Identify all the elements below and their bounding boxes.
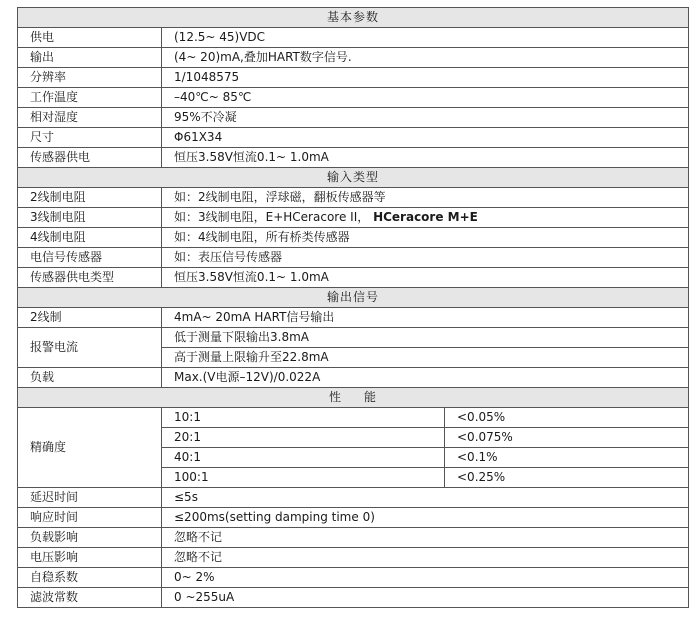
- table-row: [18, 588, 689, 608]
- table-row: [18, 88, 689, 108]
- row-label: 输出: [18, 48, 162, 68]
- row-label: 响应时间: [18, 508, 162, 528]
- row-value: 如：4线制电阻，所有桥类传感器: [162, 228, 689, 248]
- row-label: 4线制电阻: [18, 228, 162, 248]
- row-label: 负载影响: [18, 528, 162, 548]
- accuracy-value: <0.1%: [445, 448, 689, 468]
- row-value: ≤200ms(setting damping time 0): [162, 508, 689, 528]
- row-value-text: 如：3线制电阻，E+HCeracore II，: [174, 210, 370, 224]
- table-row: [18, 128, 689, 148]
- table-row: [18, 268, 689, 288]
- row-label: 供电: [18, 28, 162, 48]
- accuracy-ratio: 10:1: [162, 408, 445, 428]
- row-label: 尺寸: [18, 128, 162, 148]
- accuracy-ratio: 20:1: [162, 428, 445, 448]
- section-title-part: 能: [364, 390, 378, 404]
- table-row: [18, 248, 689, 268]
- table-row: [18, 568, 689, 588]
- row-label: 延迟时间: [18, 488, 162, 508]
- table-row: [18, 368, 689, 388]
- accuracy-value: <0.05%: [445, 408, 689, 428]
- table-row: [18, 28, 689, 48]
- accuracy-ratio: 100:1: [162, 468, 445, 488]
- table-row: [18, 328, 689, 348]
- section-header-input: [18, 168, 689, 188]
- row-label: 2线制电阻: [18, 188, 162, 208]
- section-title: 输出信号: [18, 288, 689, 308]
- row-value: Φ61X34: [162, 128, 689, 148]
- table-row: [18, 148, 689, 168]
- row-label: 报警电流: [18, 328, 162, 368]
- accuracy-value: <0.075%: [445, 428, 689, 448]
- row-label: 负载: [18, 368, 162, 388]
- row-value: 低于测量下限输出3.8mA: [162, 328, 689, 348]
- table-row: [18, 188, 689, 208]
- table-row: [18, 488, 689, 508]
- row-label: 滤波常数: [18, 588, 162, 608]
- row-value: (12.5~ 45)VDC: [162, 28, 689, 48]
- row-value: 0~ 2%: [162, 568, 689, 588]
- table-row: [18, 508, 689, 528]
- row-value: 高于测量上限输升至22.8mA: [162, 348, 689, 368]
- row-value: 4mA~ 20mA HART信号输出: [162, 308, 689, 328]
- row-label: 3线制电阻: [18, 208, 162, 228]
- table-row: [18, 228, 689, 248]
- row-value: –40℃~ 85℃: [162, 88, 689, 108]
- row-value: 95%不冷凝: [162, 108, 689, 128]
- table-row: [18, 208, 689, 228]
- row-label: 电信号传感器: [18, 248, 162, 268]
- row-label: 2线制: [18, 308, 162, 328]
- row-value: 恒压3.58V恒流0.1~ 1.0mA: [162, 268, 689, 288]
- section-header-performance: [18, 388, 689, 408]
- row-label: 传感器供电: [18, 148, 162, 168]
- row-label: 电压影响: [18, 548, 162, 568]
- row-value: 忽略不记: [162, 548, 689, 568]
- row-value-bold: HCeracore M+E: [373, 210, 478, 224]
- section-title: 基本参数: [18, 8, 689, 28]
- section-header-output: [18, 288, 689, 308]
- row-label: 自稳系数: [18, 568, 162, 588]
- row-value: ≤5s: [162, 488, 689, 508]
- table-row: [18, 528, 689, 548]
- row-value: 如：表压信号传感器: [162, 248, 689, 268]
- row-label: 精确度: [18, 408, 162, 488]
- section-title-part: 性: [328, 390, 342, 404]
- row-value: 1/1048575: [162, 68, 689, 88]
- table-row: [18, 548, 689, 568]
- table-row: [18, 68, 689, 88]
- accuracy-ratio: 40:1: [162, 448, 445, 468]
- row-value: 忽略不记: [162, 528, 689, 548]
- row-label: 分辨率: [18, 68, 162, 88]
- row-value: Max.(V电源–12V)/0.022A: [162, 368, 689, 388]
- row-value: 恒压3.58V恒流0.1~ 1.0mA: [162, 148, 689, 168]
- accuracy-value: <0.25%: [445, 468, 689, 488]
- table-row: [18, 308, 689, 328]
- row-value: [162, 208, 689, 228]
- row-label: 工作温度: [18, 88, 162, 108]
- spec-table: [17, 7, 689, 608]
- section-title: 输入类型: [18, 168, 689, 188]
- row-value: 0 ~255uA: [162, 588, 689, 608]
- section-header-basic: [18, 8, 689, 28]
- row-label: 相对湿度: [18, 108, 162, 128]
- table-row: [18, 408, 689, 428]
- row-label: 传感器供电类型: [18, 268, 162, 288]
- row-value: (4~ 20)mA,叠加HART数字信号.: [162, 48, 689, 68]
- row-value: 如：2线制电阻，浮球磁，翻板传感器等: [162, 188, 689, 208]
- section-title: [18, 388, 689, 408]
- table-row: [18, 48, 689, 68]
- table-row: [18, 108, 689, 128]
